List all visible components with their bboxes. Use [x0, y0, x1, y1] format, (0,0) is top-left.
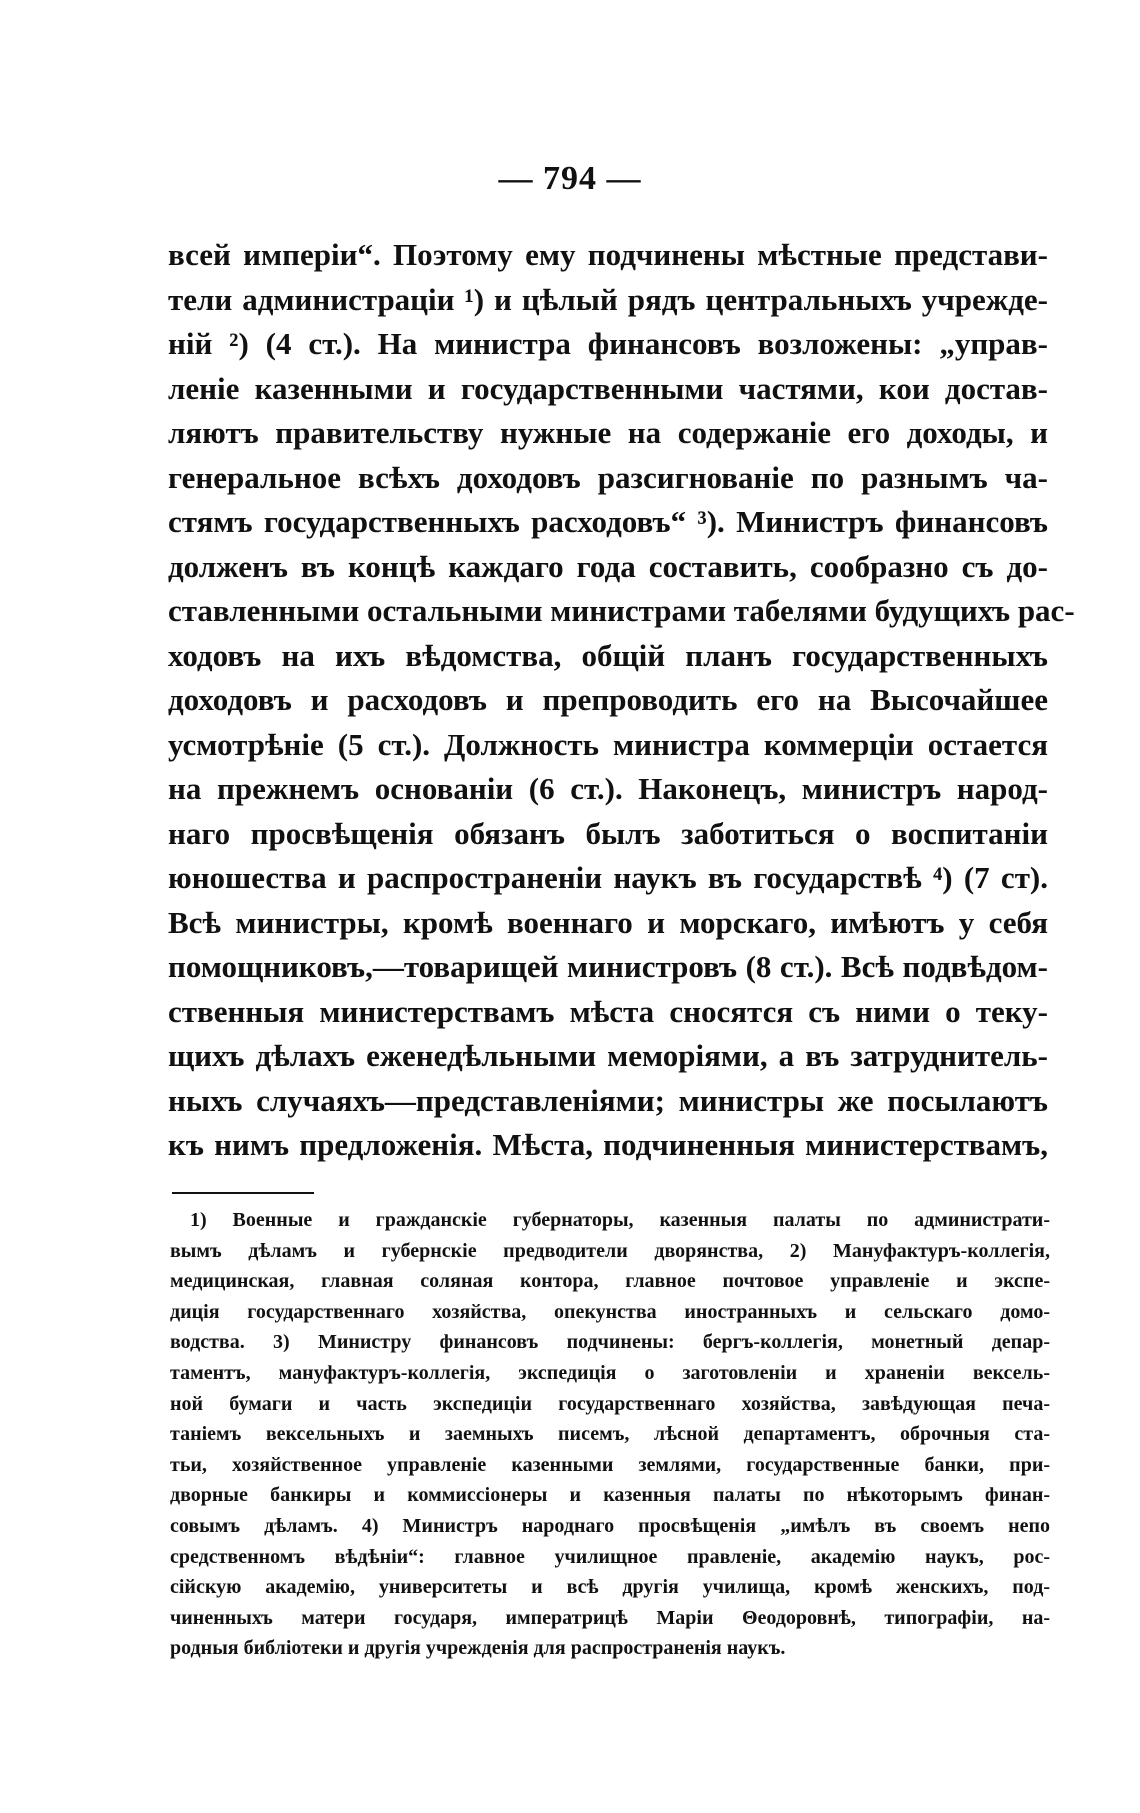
body-line: юношества и распространеніи наукъ въ государствѣ ⁴) (7 ст). [168, 860, 1048, 895]
page-number: — 794 — [498, 160, 642, 197]
footnote-line: таментъ, мануфактуръ-коллегія, экспедиція о заготовленіи и храненіи вексель- [170, 1361, 1050, 1384]
body-line: тели администраціи ¹) и цѣлый рядъ центральныхъ учрежде- [168, 281, 1048, 317]
body-line: наго просвѣщенія обязанъ былъ заботиться о воспитаніи [168, 815, 1048, 851]
body-line: къ нимъ предложенія. Мѣста, подчиненныя министерствамъ, [168, 1127, 1048, 1162]
footnote-line: ной бумаги и часть экспедиціи государственнаго хозяйства, завѣдующая печа- [170, 1392, 1050, 1415]
footnote-line: медицинская, главная соляная контора, главное почтовое управленіе и экспе- [170, 1270, 1050, 1293]
body-line: на прежнемъ основаніи (6 ст.). Наконецъ, министръ народ- [168, 771, 1048, 806]
body-line: ныхъ случаяхъ—представленіями; министры же посылаютъ [168, 1082, 1048, 1118]
footnote-line: совымъ дѣламъ. 4) Министръ народнаго просвѣщенія „имѣлъ въ своемъ непо [170, 1514, 1050, 1537]
body-line: доходовъ и расходовъ и препроводить его на Высочайшее [168, 682, 1048, 717]
body-line: помощниковъ,—товарищей министровъ (8 ст.). Всѣ подвѣдом- [168, 949, 1048, 984]
body-line: ляютъ правительству нужные на содержаніе его доходы, и [168, 415, 1048, 450]
footnote-line: средственномъ вѣдѣніи“: главное училищное правленіе, академію наукъ, рос- [170, 1545, 1050, 1568]
footnote-line: таніемъ вексельныхъ и заемныхъ писемъ, лѣсной департаментъ, оброчныя ста- [170, 1423, 1050, 1446]
footnote-line: чиненныхъ матери государя, императрицѣ Маріи Θеодоровнѣ, типографіи, на- [170, 1606, 1050, 1629]
body-line: щихъ дѣлахъ еженедѣльными меморіями, а въ затруднитель- [168, 1038, 1048, 1073]
body-line: ній ²) (4 ст.). На министра финансовъ возложены: „управ- [168, 326, 1048, 361]
footnote-line: диція государственнаго хозяйства, опекунства иностранныхъ и сельскаго домо- [170, 1300, 1050, 1323]
body-line: всей имперіи“. Поэтому ему подчинены мѣстные представи- [168, 237, 1048, 272]
body-line: усмотрѣніе (5 ст.). Должность министра коммерціи остается [168, 726, 1048, 762]
footnote-line: сійскую академію, университеты и всѣ другія училища, кромѣ женскихъ, под- [170, 1576, 1050, 1599]
footnote-line: родныя библіотеки и другія учрежденія для распространенія наукъ. [170, 1637, 786, 1660]
footnote-divider [172, 1192, 314, 1194]
body-line: Всѣ министры, кромѣ военнаго и морскаго, имѣютъ у себя [168, 904, 1048, 940]
body-line: ходовъ на ихъ вѣдомства, общій планъ государственныхъ [168, 637, 1048, 673]
footnote-line: вымъ дѣламъ и губернскіе предводители дворянства, 2) Мануфактуръ-коллегія, [170, 1239, 1050, 1262]
body-line: леніе казенными и государственными частями, кои достав- [168, 370, 1048, 406]
footnote-line: дворные банкиры и коммиссіонеры и казенныя палаты по нѣкоторымъ финан- [170, 1484, 1050, 1507]
footnote-line: тьи, хозяйственное управленіе казенными землями, государственные банки, при- [170, 1453, 1050, 1476]
body-line: генеральное всѣхъ доходовъ разсигнованіе по разнымъ ча- [168, 459, 1048, 495]
footnote-line: водства. 3) Министру финансовъ подчинены: бергъ-коллегія, монетный депар- [170, 1331, 1050, 1354]
body-line: долженъ въ концѣ каждаго года составить, сообразно съ до- [168, 548, 1048, 584]
footnote-line: 1) Военные и гражданскіе губернаторы, казенныя палаты по администрати- [190, 1209, 1050, 1231]
main-text [168, 233, 1075, 1168]
footnotes [170, 1205, 1050, 1664]
body-line: стямъ государственныхъ расходовъ“ ³). Министръ финансовъ [168, 504, 1048, 539]
body-line: ставленными остальными министрами табелями будущихъ рас- [168, 593, 1075, 628]
body-line: ственныя министерствамъ мѣста сносятся съ ними о теку- [168, 993, 1048, 1029]
